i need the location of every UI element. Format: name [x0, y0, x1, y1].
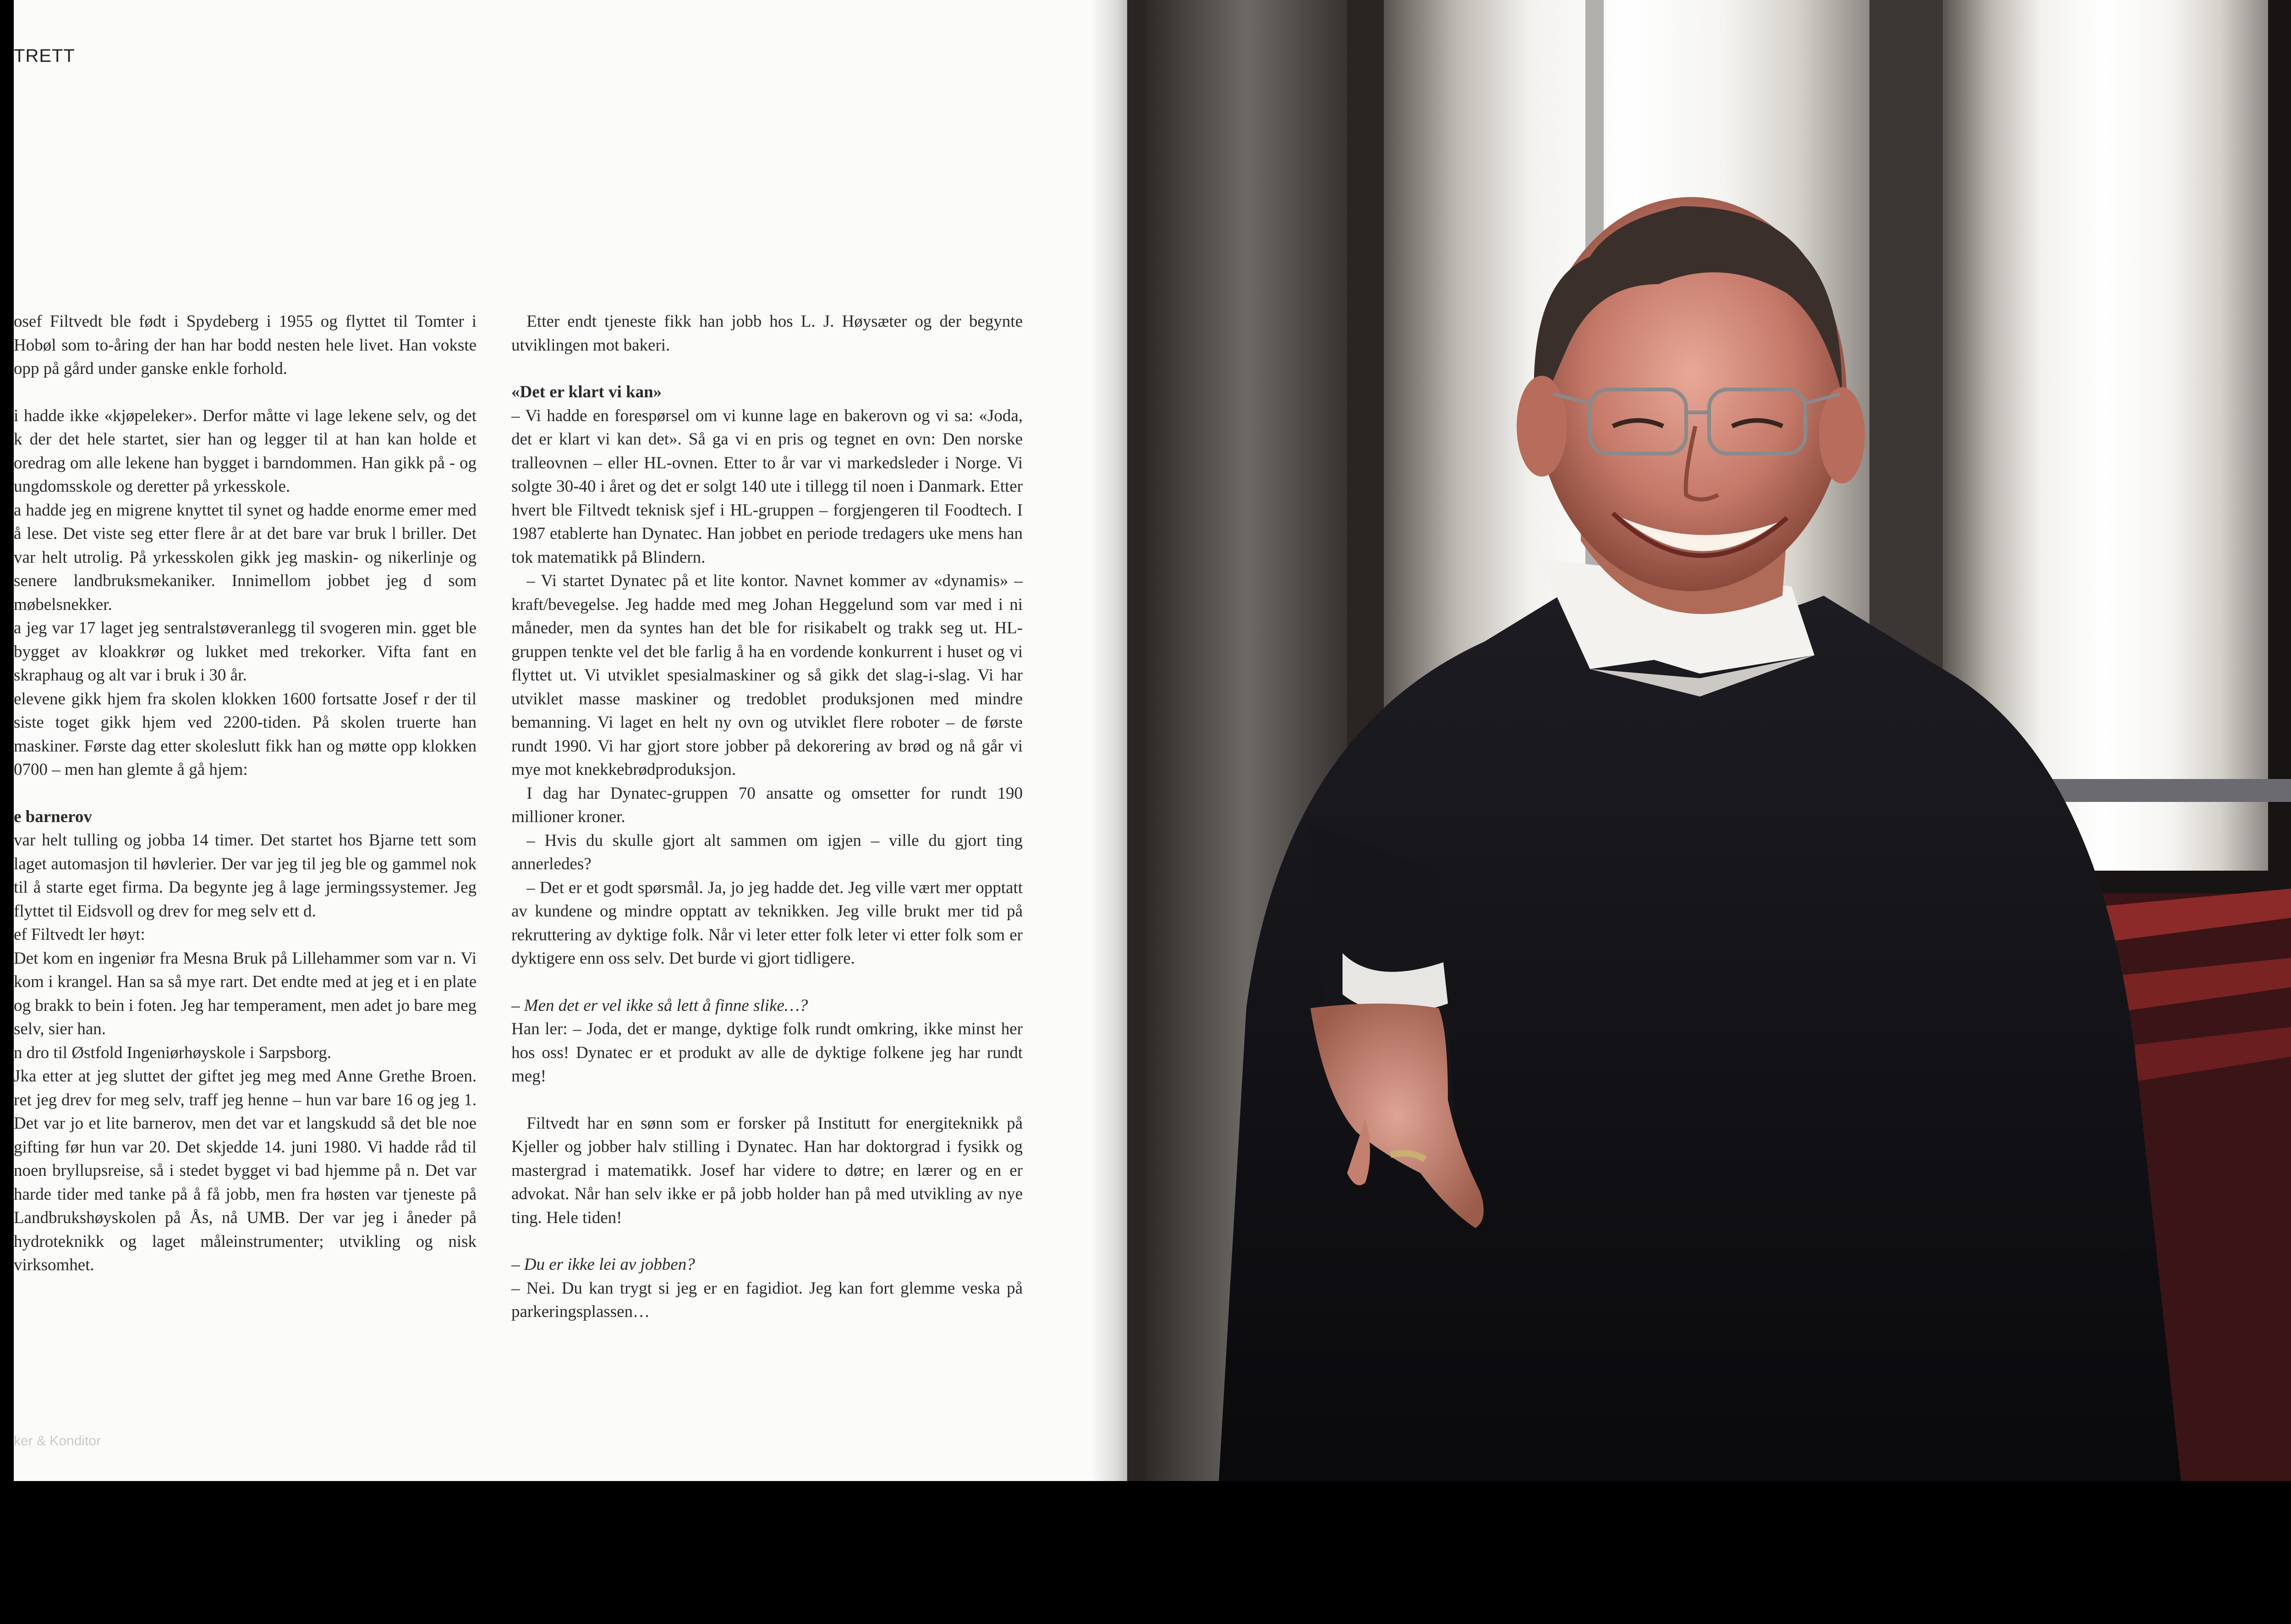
text-column-2: [511, 310, 1023, 1324]
paragraph: I dag har Dynatec-gruppen 70 ansatte og omsetter for rundt 190 millioner kroner.: [511, 784, 1023, 826]
paragraph: Filtvedt har en sønn som er forsker på Institutt for energiteknikk på Kjeller og jobber halv stilling i Dynatec. Han har doktorgrad i fysikk og mastergrad i matematikk. Josef har videre to døtre; en lærer og en er advokat. Når han selv ikke er på jobb holder han på med utvikling av nye ting. Hele tiden!: [511, 1114, 1023, 1227]
paragraph: ef Filtvedt ler høyt:: [14, 925, 145, 944]
paragraph: Han ler: – Joda, det er mange, dyktige folk rundt omkring, ikke minst her hos oss! Dynatec er et produkt av alle de dyktige folkene jeg har rundt meg!: [511, 1020, 1023, 1086]
subheading: e barnerov: [14, 807, 92, 826]
paragraph: Etter endt tjeneste fikk han jobb hos L. J. Høysæter og der begynte utviklingen mot bakeri.: [511, 312, 1023, 355]
paragraph: – Nei. Du kan trygt si jeg er en fagidiot. Jeg kan fort glemme veska på parkeringsplassen…: [511, 1278, 1023, 1321]
paragraph: – Vi hadde en forespørsel om vi kunne lage en bakerovn og vi sa: «Joda, det er klart vi kan det». Så ga vi en pris og tegnet en ovn: Den norske tralleovnen – eller HL-ovnen. Etter to år var vi markedsleder i Norge. Vi solgte 30-40 i året og det er solgt 140 ute i tillegg til noen i Danmark. Etter hvert ble Filtvedt teknisk sjef i HL-gruppen – forgjengeren til Foodtech. I 1987 etablerte han Dynatec. Han jobbet en periode tredagers uke mens han tok matematikk på Blindern.: [511, 406, 1023, 567]
paragraph: – Vi startet Dynatec på et lite kontor. Navnet kommer av «dynamis» – kraft/bevegelse. Jeg hadde med meg Johan Heggelund som var med i ni måneder, men da syntes han det ble for risikabelt og trakk seg ut. HL-gruppen tenkte vel det ble farlig å ha en vordende konkurrent i huset og vi flyttet ut. Vi utviklet spesialmaskiner og så gikk det slag-i-slag. Vi har utviklet masse maskiner og tredoblet produksjonen med mindre bemanning. Vi laget en helt ny ovn og utviklet flere roboter – de første rundt 1990. Vi har gjort store jobber på dekorering av brød og nå går vi mye mot knekkebrødproduksjon.: [511, 571, 1023, 779]
paragraph: i hadde ikke «kjøpeleker». Derfor måtte vi lage lekene selv, og det k der det hele startet, sier han og legger til at han kan holde et oredrag om alle lekene han bygget i barndommen. Han gikk på - og ungdomsskole og deretter på yrkesskole.: [14, 406, 477, 496]
paragraph: osef Filtvedt ble født i Spydeberg i 1955 og flyttet til Tomter i Hobøl som to-åring der han har bodd nesten hele livet. Han vokste opp på gård under ganske enkle forhold.: [14, 312, 477, 378]
paragraph: – Det er et godt spørsmål. Ja, jo jeg hadde det. Jeg ville vært mer opptatt av kundene og mindre opptatt av teknikken. Jeg ville brukt mer tid på rekruttering av dyktige folk. Når vi leter etter folk leter vi etter folk som er dyktigere enn oss selv. Det burde vi gjort tidligere.: [511, 878, 1023, 968]
paragraph: elevene gikk hjem fra skolen klokken 1600 fortsatte Josef r der til siste toget gikk hjem ved 2200-tiden. På skolen truerte han maskiner. Første dag etter skoleslutt fikk han og møtte opp klokken 0700 – men han glemte å gå hjem:: [14, 689, 477, 779]
paragraph: – Hvis du skulle gjort alt sammen om igjen – ville du gjort ting annerledes?: [511, 831, 1023, 873]
right-page: [1127, 0, 2291, 1481]
question: – Men det er vel ikke så lett å finne slike…?: [511, 996, 808, 1015]
question: – Du er ikke lei av jobben?: [511, 1255, 695, 1274]
paragraph: n dro til Østfold Ingeniørhøyskole i Sarpsborg.: [14, 1043, 332, 1062]
portrait-photo: [1127, 0, 2291, 1481]
page-footer: ker & Konditor: [14, 1433, 101, 1448]
section-label: TRETT: [14, 46, 75, 66]
paragraph: a hadde jeg en migrene knyttet til synet og hadde enorme emer med å lese. Det viste seg etter flere år at det bare var bruk l briller. Det var helt utrolig. På yrkesskolen gikk jeg maskin- og nikerlinje og senere landbruksmekaniker. Innimellom jobbet jeg d som møbelsnekker.: [14, 500, 477, 614]
paragraph: a jeg var 17 laget jeg sentralstøveranlegg til svogeren min. gget ble bygget av kloakkrør og lukket med trekorker. Vifta fant en skraphaug og alt var i bruk i 30 år.: [14, 619, 477, 685]
text-column-1: [14, 310, 477, 1277]
left-page: [14, 0, 1132, 1481]
paragraph: Jka etter at jeg sluttet der giftet jeg meg med Anne Grethe Broen. ret jeg drev for meg selv, traff jeg henne – hun var bare 16 og jeg 1. Det var jo et lite barnerov, men det var et langskudd så det ble noe gifting før hun var 20. Det skjedde 14. juni 1980. Vi hadde råd til noen bryllupsreise, så i stedet bygget vi bad hjemme på n. Det var harde tider med tanke på å få jobb, men fra høsten var tjeneste på Landbrukshøyskolen på Ås, nå UMB. Der var jeg i åneder på hydroteknikk og laget måleinstrumenter; utvikling og nisk virksomhet.: [14, 1067, 477, 1274]
subheading: «Det er klart vi kan»: [511, 383, 662, 401]
paragraph: var helt tulling og jobba 14 timer. Det startet hos Bjarne tett som laget automasjon til høvlerier. Der var jeg til jeg ble og gammel nok til å starte eget firma. Da begynte jeg å lage jermingssystemer. Jeg flyttet til Eidsvoll og drev for meg selv ett d.: [14, 831, 477, 921]
paragraph: Det kom en ingeniør fra Mesna Bruk på Lillehammer som var n. Vi kom i krangel. Han sa så mye rart. Det endte med at jeg et i en plate og brakk to bein i foten. Jeg har temperament, men adet jo bare meg selv, sier han.: [14, 949, 477, 1038]
